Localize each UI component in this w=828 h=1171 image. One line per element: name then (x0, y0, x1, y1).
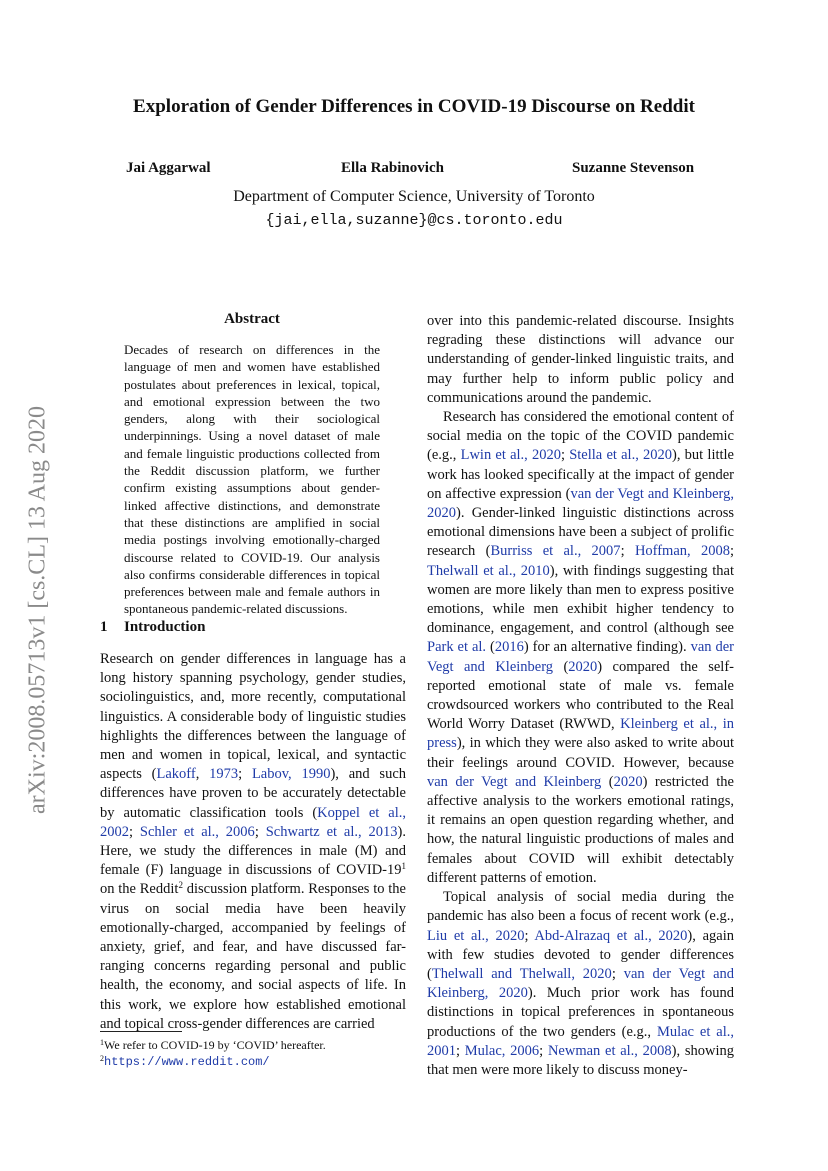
author-emails: {jai,ella,suzanne}@cs.toronto.edu (265, 212, 563, 229)
body-text: ) for an alternative finding). (523, 639, 691, 656)
citation-link[interactable]: Newman et al., 2008 (547, 1042, 672, 1059)
citation-link[interactable]: 2016 (494, 639, 524, 656)
body-text: ; (456, 1042, 465, 1059)
body-text: ), in which they were also asked to write about their feelings around COVID. However, because (427, 735, 734, 771)
body-text: ), with findings suggesting that women are more likely than men to express positive emotions, while men exhibit higher tendency to dominance, engagement, and control (although see (427, 562, 734, 637)
section-number: 1 (100, 619, 108, 635)
author-name: Jai Aggarwal (126, 160, 211, 176)
citation-link[interactable]: Schler et al., 2006 (139, 823, 255, 840)
body-text: ; (611, 965, 624, 982)
body-text: ). Here, we study the differences in male (M) and female (F) language in discussions of COVID-19 (100, 823, 406, 879)
body-text: ; (254, 823, 266, 840)
citation-link[interactable]: van der Vegt and Kleinberg (427, 639, 734, 675)
citation-link[interactable]: Park et al. (427, 639, 487, 656)
body-text: ), and such differences have proven to be accurately detectable by automatic classification tools ( (100, 766, 407, 821)
citation-link[interactable]: 2020 (568, 658, 598, 675)
citation-link[interactable]: Stella et al., 2020 (569, 447, 673, 464)
body-text: ; (129, 823, 140, 840)
affiliation: Department of Computer Science, University of Toronto (233, 188, 595, 205)
arxiv-identifier: arXiv:2008.05713v1 [cs.CL] 13 Aug 2020 (24, 406, 51, 814)
citation-link[interactable]: Mulac, 2006 (464, 1042, 540, 1059)
footnote-number: 1 (100, 1038, 104, 1047)
citation-link[interactable]: van der Vegt and Kleinberg, 2020 (427, 485, 734, 522)
body-text: ), again with few studies devoted to gender differences ( (427, 927, 734, 982)
paragraph (427, 888, 734, 1080)
body-text: ). Much prior work has found distinctions in topical preferences in spontaneous productions of the two genders (e.g., (427, 985, 734, 1040)
body-text: ; (620, 543, 635, 560)
citation-link[interactable]: van der Vegt and Kleinberg, 2020 (427, 965, 735, 1002)
body-text: Research on gender differences in language has a long history spanning psychology, gender studies, sociolinguistics, and, more recently, computational linguistics. A considerable body of linguistic studies highlights the differences between the language of men and women in topical, lexical, and syntactic aspects ( (100, 651, 406, 783)
body-text: ), but little work has looked specifically at the impact of gender on affective expression ( (427, 447, 734, 502)
author-list (100, 160, 740, 182)
author-name: Suzanne Stevenson (572, 160, 695, 176)
abstract-text: Decades of research on differences in the language of men and women have established postulates about preferences in lexical, topical, and emotional expression between the two genders, along with their sociological underpinnings. Using a novel dataset of male and female linguistic productions collected from the Reddit discussion platform, we further confirm existing assumptions about gender-linked affective distinctions, and demonstrate that these distinctions are amplified in social media postings involving emotionally-charged discourse related to COVID-19. Our analysis also confirms considerable differences in topical preferences between male and female authors in spontaneous pandemic-related discussions. (124, 342, 380, 617)
body-text: on the Reddit (100, 881, 179, 898)
citation-link[interactable]: Koppel et al., 2002 (100, 804, 406, 840)
footnote-url-link[interactable]: https://www.reddit.com/ (104, 1055, 270, 1069)
citation-link[interactable]: Hoffman, 2008 (634, 543, 730, 560)
abstract-heading: Abstract (224, 311, 280, 327)
footnote-rule (100, 1031, 182, 1032)
body-text: discussion platform. Responses to the virus on social media have been heavily emotionally-charged, accompanied by feelings of anxiety, grief, and fear, and have discussed far-ranging concerns regarding personal and public health, the economy, and social aspects of life. In this work, we explore how established emotional and topical cross-gender differences are carried (100, 881, 406, 1032)
intro-right-column (427, 312, 734, 1080)
section-title: Introduction (124, 619, 206, 635)
citation-link[interactable]: Schwartz et al., 2013 (265, 823, 398, 840)
body-text: ( (601, 773, 614, 790)
citation-link[interactable]: Liu et al., 2020 (427, 927, 525, 944)
citation-link[interactable]: Mulac et al., 2001 (427, 1023, 734, 1059)
body-text: ; (539, 1042, 548, 1059)
citation-link[interactable]: van der Vegt and Kleinberg (427, 773, 602, 790)
citation-link[interactable]: Abd-Alrazaq et al., 2020 (534, 927, 688, 944)
body-text: ) compared the self-reported emotional state of male vs. female crowdsourced workers who contributed to the Real World Worry Dataset (RWWD, (427, 658, 734, 733)
footnote-marker[interactable]: 1 (401, 861, 406, 872)
citation-link[interactable]: 1973 (209, 766, 239, 783)
author-name: Ella Rabinovich (341, 160, 444, 176)
body-text: ; (560, 447, 570, 464)
body-text: ; (238, 766, 252, 783)
footnote-2 (100, 1051, 270, 1070)
body-text: ; (524, 927, 535, 944)
citation-link[interactable]: Lwin et al., 2020 (460, 447, 561, 464)
citation-link[interactable]: Kleinberg et al., in press (427, 716, 734, 752)
citation-link[interactable]: Burriss et al., 2007 (490, 543, 621, 560)
section-heading (100, 619, 205, 636)
arxiv-sidebar (18, 360, 58, 860)
body-text: Research has considered the emotional content of social media on the topic of the COVID pandemic (e.g., (427, 409, 734, 464)
footnote-number: 2 (100, 1054, 104, 1063)
citation-link[interactable]: Thelwall and Thelwall, 2020 (431, 965, 612, 982)
citation-link[interactable]: Lakoff (156, 766, 196, 783)
body-text: Topical analysis of social media during the pandemic has also been a focus of recent work (e.g., (427, 889, 734, 925)
body-text: ). Gender-linked linguistic distinctions across emotional dimensions have been a subject of prolific research ( (427, 505, 734, 560)
citation-link[interactable]: Thelwall et al., 2010 (427, 562, 550, 579)
paper-title: Exploration of Gender Differences in COVID-19 Discourse on Reddit (133, 96, 695, 117)
body-text: ; (729, 543, 735, 560)
paragraph: over into this pandemic-related discourse. Insights regrading these distinctions will advance our understanding of gender-linked linguistic traits, and may further help to inform public policy and communications around the pandemic. (427, 313, 734, 406)
body-text: ( (553, 658, 569, 675)
body-text: ) restricted the affective analysis to the workers emotional ratings, it remains an open question regarding whether, and how, the natural linguistic productions of males and females about COVID will exhibit detectably different patterns of emotion. (427, 773, 734, 886)
body-text: ( (486, 639, 495, 656)
footnote-marker[interactable]: 2 (178, 880, 183, 891)
footnote-text: We refer to COVID-19 by ‘COVID’ hereafter. (104, 1038, 326, 1052)
citation-link[interactable]: Labov, 1990 (251, 766, 331, 783)
citation-link[interactable]: 2020 (613, 773, 643, 790)
intro-left-column (100, 650, 406, 1034)
body-text: ), showing that men were more likely to discuss money- (427, 1042, 734, 1078)
paragraph (427, 408, 734, 888)
body-text: , (195, 766, 210, 783)
